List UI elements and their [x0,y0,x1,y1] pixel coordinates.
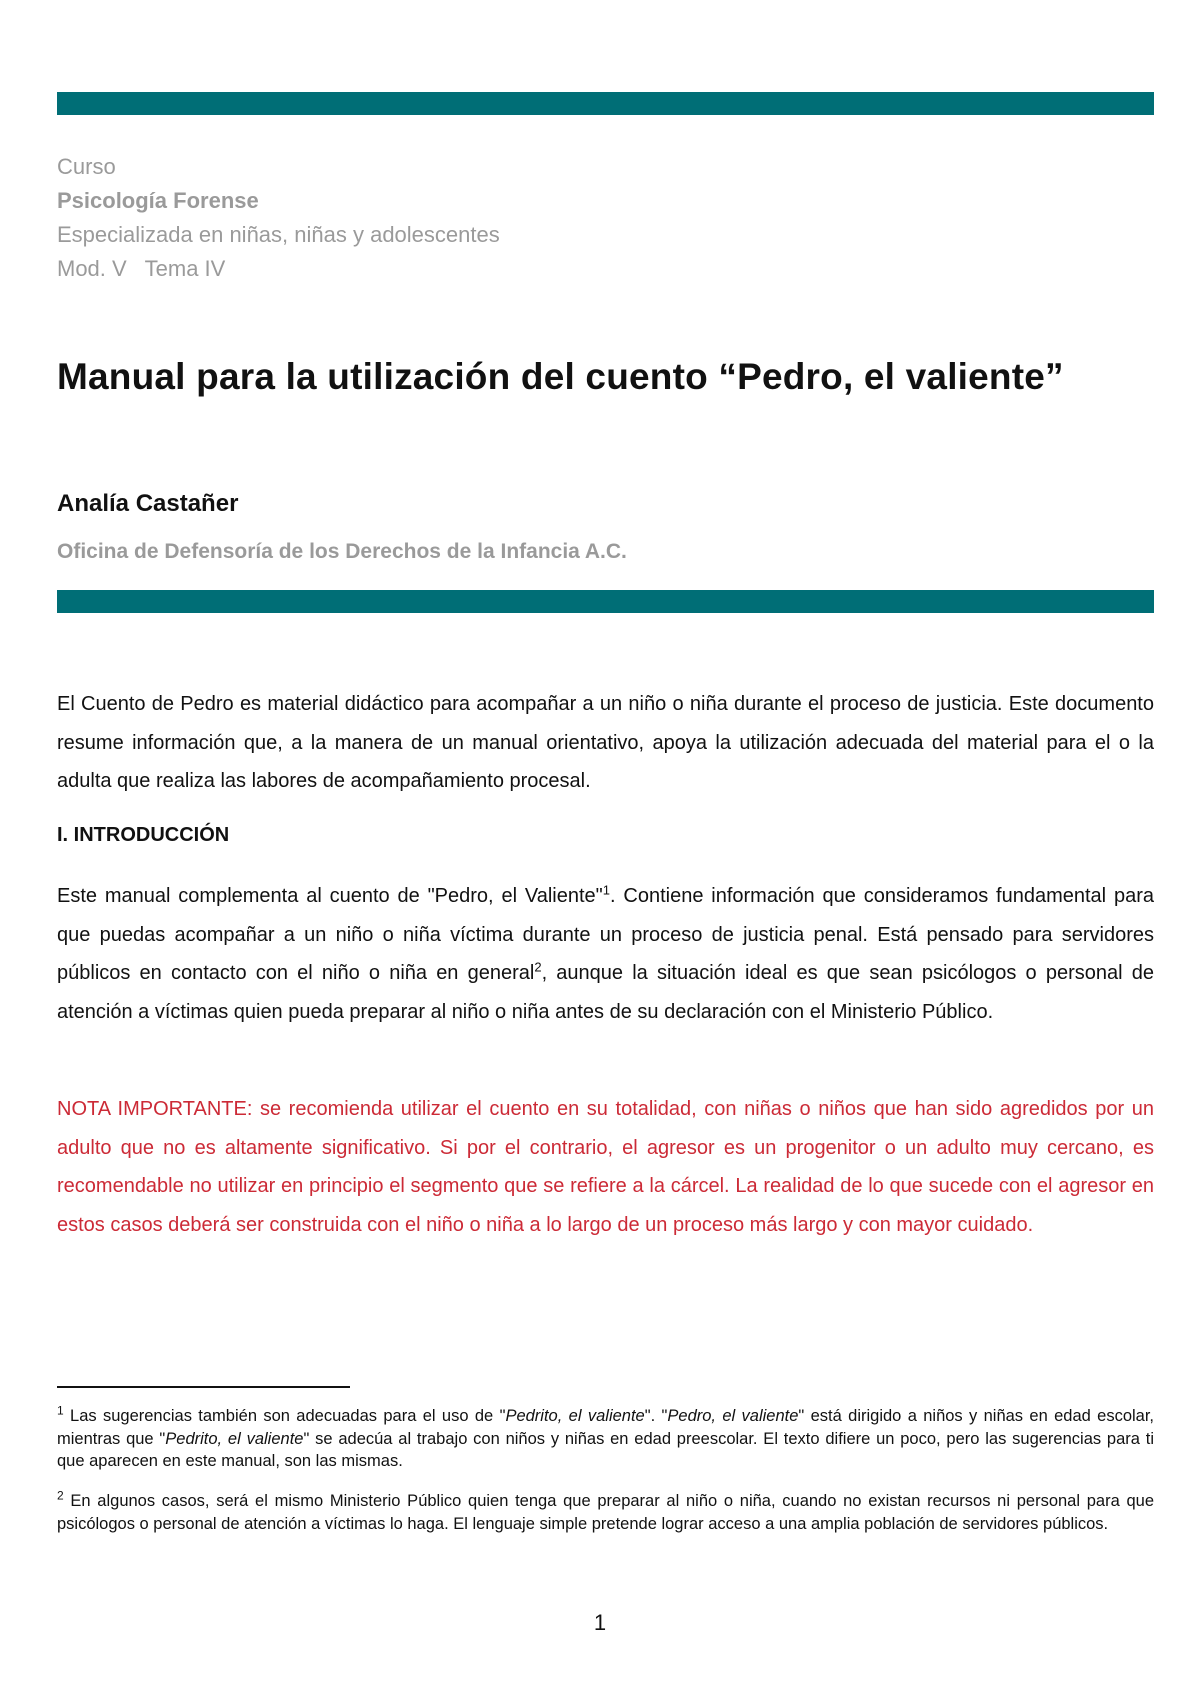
module-topic: Mod. V Tema IV [57,256,226,281]
footnote-1-title-ref: Pedrito, el valiente [505,1407,645,1425]
introduccion-paragraph [57,877,1154,1031]
footnote-1-text: " se adecúa al trabajo con niños y niñas en edad preescolar. El texto difiere un poco, pero las sugerencias para ti que aparecen en este manual, son las mismas. [57,1429,1154,1470]
footnote-ref-1: 1 [602,882,610,898]
footnote-2-number: 2 [57,1488,64,1503]
document-title: Manual para la utilización del cuento “Pedro, el valiente” [57,356,1064,397]
important-note: NOTA IMPORTANTE: se recomienda utilizar el cuento en su totalidad, con niñas o niños que han sido agredidos por un adulto que no es altamente significativo. Si por el contrario, el agresor es un progenitor o un adulto muy cercano, es recomendable no utilizar en principio el segmento que se refiere a la cárcel. La realidad de lo que sucede con el agresor en estos casos deberá ser construida con el niño o niña a lo largo de un proceso más largo y con mayor cuidado. [57,1098,1154,1236]
section-heading-introduccion: I. INTRODUCCIÓN [57,824,230,846]
course-subtitle: Especializada en niñas, niñas y adolescentes [57,222,500,247]
footnote-separator [57,1386,350,1388]
author-organization: Oficina de Defensoría de los Derechos de la Infancia A.C. [57,540,627,563]
section-accent-bar [57,590,1154,613]
course-info [57,150,500,286]
page-number: 1 [593,1610,607,1635]
author-name: Analía Castañer [57,490,239,517]
intro-paragraph: El Cuento de Pedro es material didáctico para acompañar a un niño o niña durante el proceso de justicia. Este documento resume información que, a la manera de un manual orientativo, apoya la utilización adecuada del material para el o la adulta que realiza las labores de acompañamiento procesal. [57,693,1154,792]
header-accent-bar [57,92,1154,115]
introduccion-text-3: , aunque la situación ideal es que sean psicólogos o personal de atención a víctimas quien pueda preparar al niño o niña antes de su declaración con el Ministerio Público. [57,962,1154,1023]
course-label: Curso [57,154,116,179]
footnote-1-text: " está dirigido a niños y niñas en edad escolar, mientras que " [57,1407,1155,1448]
course-name: Psicología Forense [57,188,259,213]
footnote-1-title-ref: Pedro, el valiente [667,1407,799,1425]
footnote-1-text: ". " [644,1407,668,1425]
footnote-2 [57,1490,1154,1535]
footnote-1 [57,1405,1154,1473]
introduccion-text-2: . Contiene información que consideramos fundamental para que puedas acompañar a un niño o niña víctima durante un proceso de justicia penal. Está pensado para servidores públicos en contacto con el niño o niña en general [57,885,1154,984]
footnote-2-text: En algunos casos, será el mismo Ministerio Público quien tenga que preparar al niño o niña, cuando no existan recursos ni personal para que psicólogos o personal de atención a víctimas lo haga. El lenguaje simple pretende lograr acceso a una amplia población de servidores públicos. [57,1492,1154,1533]
introduccion-text-1: Este manual complementa al cuento de "Pedro, el Valiente" [57,885,603,907]
footnote-ref-2: 2 [534,959,542,975]
footnote-1-title-ref: Pedrito, el valiente [165,1429,304,1448]
footnote-1-text: Las sugerencias también son adecuadas para el uso de " [63,1407,506,1425]
footnote-1-number: 1 [57,1403,64,1418]
